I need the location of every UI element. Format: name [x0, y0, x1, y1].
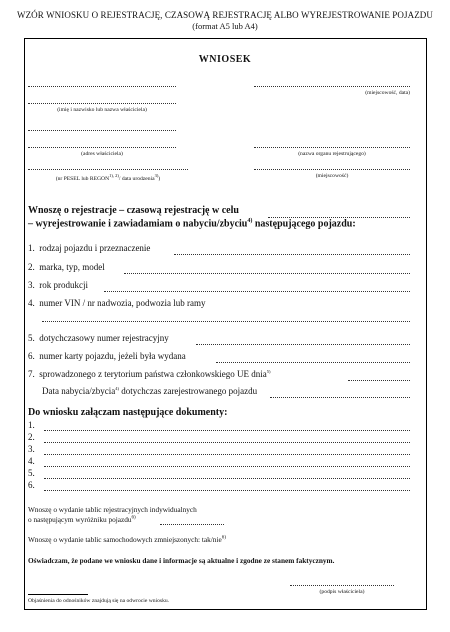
document-title: WZÓR WNIOSKU O REJESTRACJĘ, CZASOWĄ REJESTRACJĘ ALBO WYREJESTROWANIE POJAZDU	[16, 10, 434, 20]
attachment-6-field[interactable]	[44, 490, 410, 491]
pesel-caption: (nr PESEL lub $REGON^{1), 2)}/$ data urodzenia$^{3)}$)	[55, 173, 161, 182]
form-frame	[24, 38, 427, 610]
attachment-3-field[interactable]	[44, 454, 410, 455]
item-4-field[interactable]	[42, 321, 410, 322]
footnote: Objaśnienia do odnośników znajdują się na odwrocie wniosku.	[28, 598, 170, 604]
attachment-2-field[interactable]	[44, 442, 410, 443]
acquisition-date: Data nabycia/zbycia$^{4)}$ dotychczas zarejestrowanego pojazdu	[42, 386, 258, 396]
item-5: 5. dotychczasowy numer rejestracyjny	[28, 333, 169, 343]
owner-name-line-2[interactable]	[28, 103, 176, 104]
form-heading: WNIOSEK	[198, 54, 252, 65]
authority-line[interactable]	[254, 147, 410, 148]
place-caption: (miejscowość)	[315, 173, 349, 179]
item-3: 3. rok produkcji	[28, 280, 88, 290]
owner-name-line-1[interactable]	[28, 86, 176, 87]
reduced-plates: Wnoszę o wydanie tablic samochodowych zmniejszonych: tak/nie$^{6)}$	[28, 535, 226, 544]
attachment-5-field[interactable]	[44, 478, 410, 479]
individual-plates-line-2: o następującym wyróżniku pojazdu$^{6)}$	[28, 515, 136, 524]
request-line-2: – wyrejestrowanie i zawiadamiam o nabyciu/zbyciu$^{4)}$ następującego pojazdu:	[28, 218, 356, 230]
owner-address-line-1[interactable]	[28, 130, 176, 131]
signature-line[interactable]	[290, 585, 394, 586]
attachment-4-num: 4.	[28, 456, 35, 466]
signature-caption: (podpis właściciela)	[319, 589, 365, 595]
place-date-caption: (miejscowość, data)	[365, 90, 410, 96]
item-1: 1. rodzaj pojazdu i przeznaczenie	[28, 243, 151, 253]
item-4: 4. numer VIN / nr nadwozia, podwozia lub ramy	[28, 298, 206, 308]
authority-caption: (nazwa organu rejestrującego)	[298, 151, 366, 157]
document-subtitle: (format A5 lub A4)	[192, 21, 258, 31]
item-1-field[interactable]	[174, 254, 410, 255]
acquisition-date-field[interactable]	[270, 397, 410, 398]
owner-address-line-2[interactable]	[28, 147, 176, 148]
item-7: 7. sprowadzonego z terytorium państwa członkowskiego UE dnia$^{5)}$	[28, 369, 271, 379]
item-2-field[interactable]	[124, 273, 410, 274]
attachment-3-num: 3.	[28, 444, 35, 454]
pesel-line[interactable]	[28, 169, 188, 170]
attachment-1-num: 1.	[28, 420, 35, 430]
request-line-1: Wnoszę o rejestracje – czasową rejestrację w celu	[28, 205, 239, 216]
declaration: Oświadczam, że podane we wniosku dane i informacje są aktualne i zgodne ze stanem faktycznym.	[28, 556, 335, 565]
owner-name-caption: (imię i nazwisko lub nazwa właściciela)	[57, 107, 147, 113]
attachment-4-field[interactable]	[44, 466, 410, 467]
place-line[interactable]	[254, 169, 410, 170]
attachments-heading: Do wniosku załączam następujące dokumenty:	[28, 407, 228, 418]
item-7-field[interactable]	[348, 380, 410, 381]
footnote-rule	[28, 594, 88, 595]
attachment-2-num: 2.	[28, 432, 35, 442]
item-6-field[interactable]	[216, 362, 410, 363]
owner-address-caption: (adres właściciela)	[81, 151, 123, 157]
individual-plates-field[interactable]	[160, 524, 224, 525]
attachment-6-num: 6.	[28, 480, 35, 490]
item-2: 2. marka, typ, model	[28, 262, 105, 272]
item-5-field[interactable]	[196, 344, 410, 345]
attachment-1-field[interactable]	[44, 430, 410, 431]
place-date-line[interactable]	[254, 86, 410, 87]
item-3-field[interactable]	[104, 291, 410, 292]
attachment-5-num: 5.	[28, 468, 35, 478]
individual-plates-line-1: Wnoszę o wydanie tablic rejestracyjnych indywidualnych	[28, 505, 197, 514]
item-6: 6. numer karty pojazdu, jeżeli była wydana	[28, 351, 186, 361]
